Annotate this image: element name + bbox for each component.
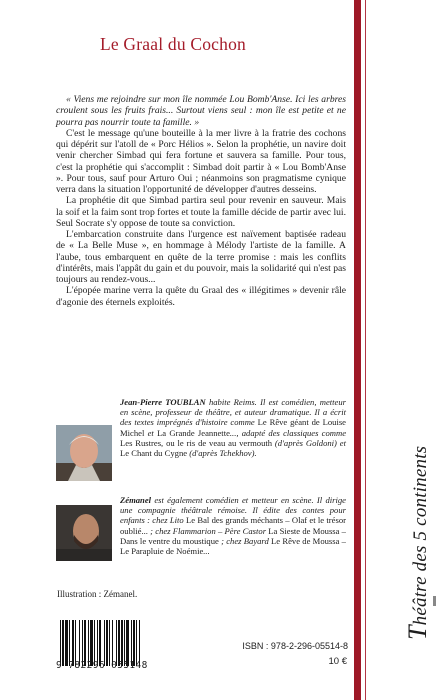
- author1-bio: Jean-Pierre TOUBLAN habite Reims. Il est comédien, metteur en scène, professeur de théâtre, et auteur dramatique. Il a écrit des textes imprégnés d'histoire comme Le Rêve géant de Louise Michel et La Grande Jeannette..., adapté des classiques comme Les Rustres, ou le ris de veau au vermouth (d'après Goldoni) et Le Chant du Cygne (d'après Tchekhov).: [120, 397, 347, 459]
- price: 10 €: [328, 656, 347, 667]
- series-initial: T: [403, 625, 432, 640]
- illustration-credit: Illustration : Zémanel.: [57, 589, 138, 599]
- edge-mark: [433, 596, 436, 606]
- spine-line: [365, 0, 366, 700]
- author1-photo: [56, 425, 112, 481]
- spine-band: [354, 0, 361, 700]
- blurb-quote: « Viens me rejoindre sur mon île nommée Lou Bomb'Anse. Ici les arbres croulent sous les fruits frais... Surtout viens seul : mon île est petite et ne pourra pas nourrir toute ta famille. »: [56, 94, 346, 128]
- blurb-paragraph: L'embarcation construite dans l'urgence est naïvement baptisée radeau de « La Belle Muse », en hommage à Mélody l'artiste de la famille. A l'aube, tous embarquent en quête de la terre promise : mais les conflits d'intérêts, mais l'appât du gain et du pouvoir, mais la solidarité qui n'est pas toujours au rendez-vous...: [56, 229, 346, 285]
- book-title: Le Graal du Cochon: [100, 34, 246, 54]
- author2-block: [56, 495, 346, 556]
- blurb-paragraph: La prophétie dit que Simbad partira seul pour revenir en sauveur. Mais la soif et la faim sont trop fortes et toute la famille décide de partir avec lui. Seul Socrate s'y oppose de toute sa conviction.: [56, 195, 346, 229]
- isbn: ISBN : 978-2-296-05514-8: [242, 641, 348, 651]
- blurb: [56, 94, 346, 308]
- series-rest: héâtre des 5 continents: [410, 445, 431, 626]
- series-name: [403, 446, 433, 640]
- author2-photo: [56, 505, 112, 561]
- author1-block: [56, 397, 346, 458]
- blurb-paragraph: C'est le message qu'une bouteille à la mer livre à la fratrie des cochons qui dépérit sur l'atoll de « Porc Hélios ». Selon la prophétie, un navire doit venir chercher Simbad qui fera fortune et sauvera sa famille. Pour tous, c'est la prophétie qui s'accomplit : Simbad doit partir à « Lou Bomb'Anse ». Pour tous, sauf pour Arturo Oui ; néanmoins son pragmatisme cynique verra dans la situation l'opportunité de développer d'autres desseins.: [56, 127, 346, 195]
- author2-bio: Zémanel est également comédien et metteur en scène. Il dirige une compagnie théâtrale rémoise. Il édite des contes pour enfants : chez Lito Le Bal des grands méchants – Olaf et le trésor oublié... ; chez Flammarion – Père Castor La Sieste de Moussa – Dans le ventre du moustique ; chez Bayard Le Rêve de Moussa – Le Parapluie de Noémie...: [120, 495, 346, 557]
- author2-name: Zémanel: [120, 495, 152, 505]
- barcode-digits: 9 782296 055148: [56, 660, 148, 671]
- blurb-paragraph: L'épopée marine verra la quête du Graal des « illégitimes » devenir râle d'agonie des éternels exploités.: [56, 285, 346, 308]
- author1-name: Jean-Pierre TOUBLAN: [120, 397, 206, 407]
